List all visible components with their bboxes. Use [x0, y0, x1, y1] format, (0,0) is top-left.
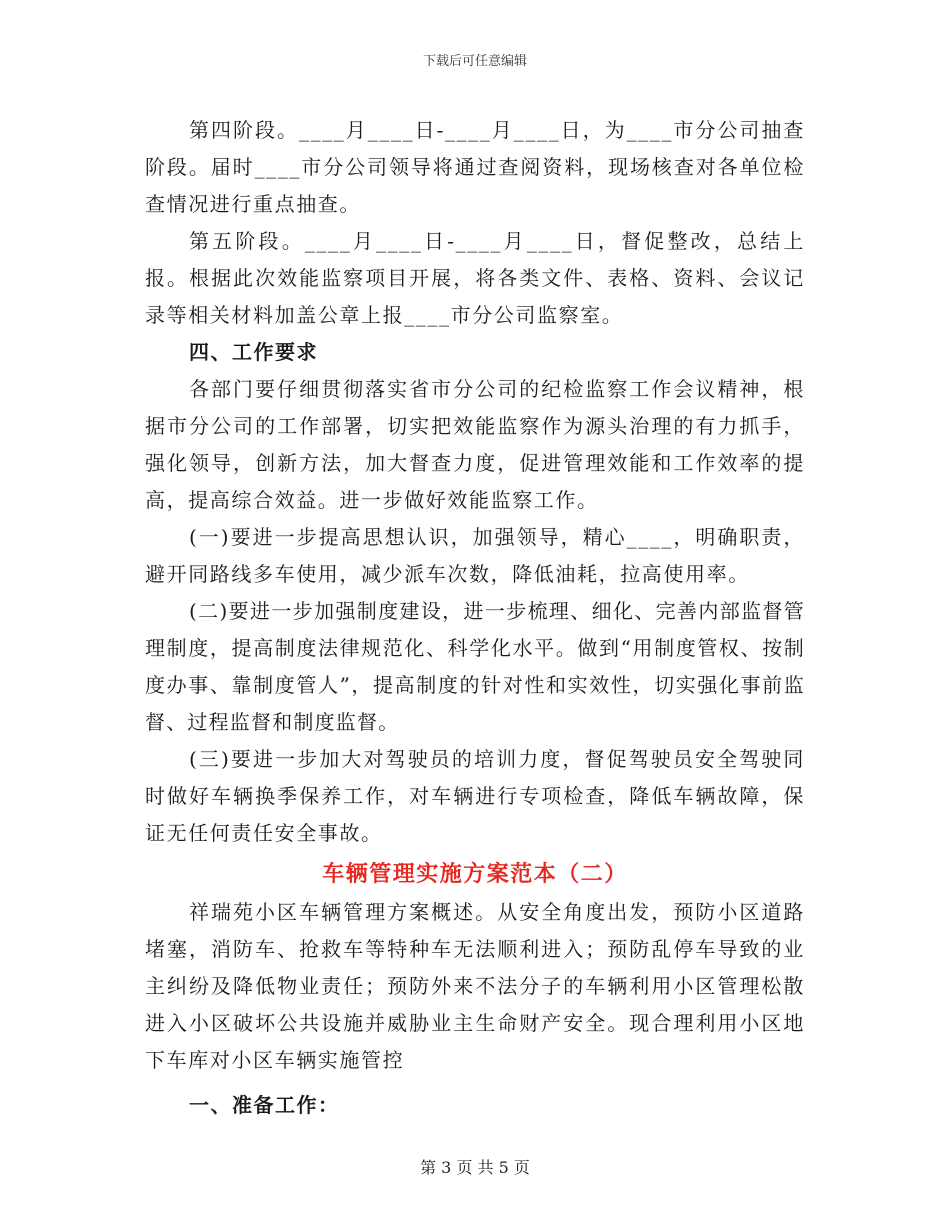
paragraph-requirement-three: (三)要进一步加大对驾驶员的培训力度，督促驾驶员安全驾驶同时做好车辆换季保养工作，对车辆进行专项检查，降低车辆故障，保证无任何责任安全事故。 — [145, 747, 805, 845]
paragraph-requirements-intro: 各部门要仔细贯彻落实省市分公司的纪检监察工作会议精神，根据市分公司的工作部署，切实把效能监察作为源头治理的有力抓手，强化领导，创新方法，加大督查力度，促进管理效能和工作效率的提高，提高综合效益。进一步做好效能监察工作。 — [145, 377, 805, 512]
heading-preparation: 一、准备工作： — [189, 1093, 340, 1117]
page-header: 下载后可任意编辑 — [422, 54, 527, 69]
paragraph-requirement-two: (二)要进一步加强制度建设，进一步梳理、细化、完善内部监督管理制度，提高制度法律规范化、科学化水平。做到“用制度管权、按制度办事、靠制度管人”，提高制度的针对性和实效性，切实强化事前监督、过程监督和制度监督。 — [145, 599, 805, 734]
paragraph-requirement-one: (一)要进一步提高思想认识，加强领导，精心____，明确职责，避开同路线多车使用，减少派车次数，降低油耗，拉高使用率。 — [145, 525, 805, 586]
section-title-template-two: 车辆管理实施方案范本（二） — [322, 861, 628, 887]
document-body — [145, 112, 805, 1124]
page-footer: 第 3 页 共 5 页 — [420, 1158, 530, 1177]
paragraph-stage-five: 第五阶段。____月____日-____月____日，督促整改，总结上报。根据此次效能监察项目开展，将各类文件、表格、资料、会议记录等相关材料加盖公章上报____市分公司监察室。 — [145, 229, 805, 327]
paragraph-overview: 祥瑞苑小区车辆管理方案概述。从安全角度出发，预防小区道路堵塞，消防车、抢救车等特种车无法顺利进入；预防乱停车导致的业主纠纷及降低物业责任；预防外来不法分子的车辆利用小区管理松散进入小区破坏公共设施并威胁业主生命财产安全。现合理利用小区地下车库对小区车辆实施管控 — [145, 900, 805, 1072]
paragraph-stage-four: 第四阶段。____月____日-____月____日，为____市分公司抽查阶段。届时____市分公司领导将通过查阅资料，现场核查对各单位检查情况进行重点抽查。 — [145, 118, 805, 216]
heading-work-requirements: 四、工作要求 — [189, 340, 318, 364]
